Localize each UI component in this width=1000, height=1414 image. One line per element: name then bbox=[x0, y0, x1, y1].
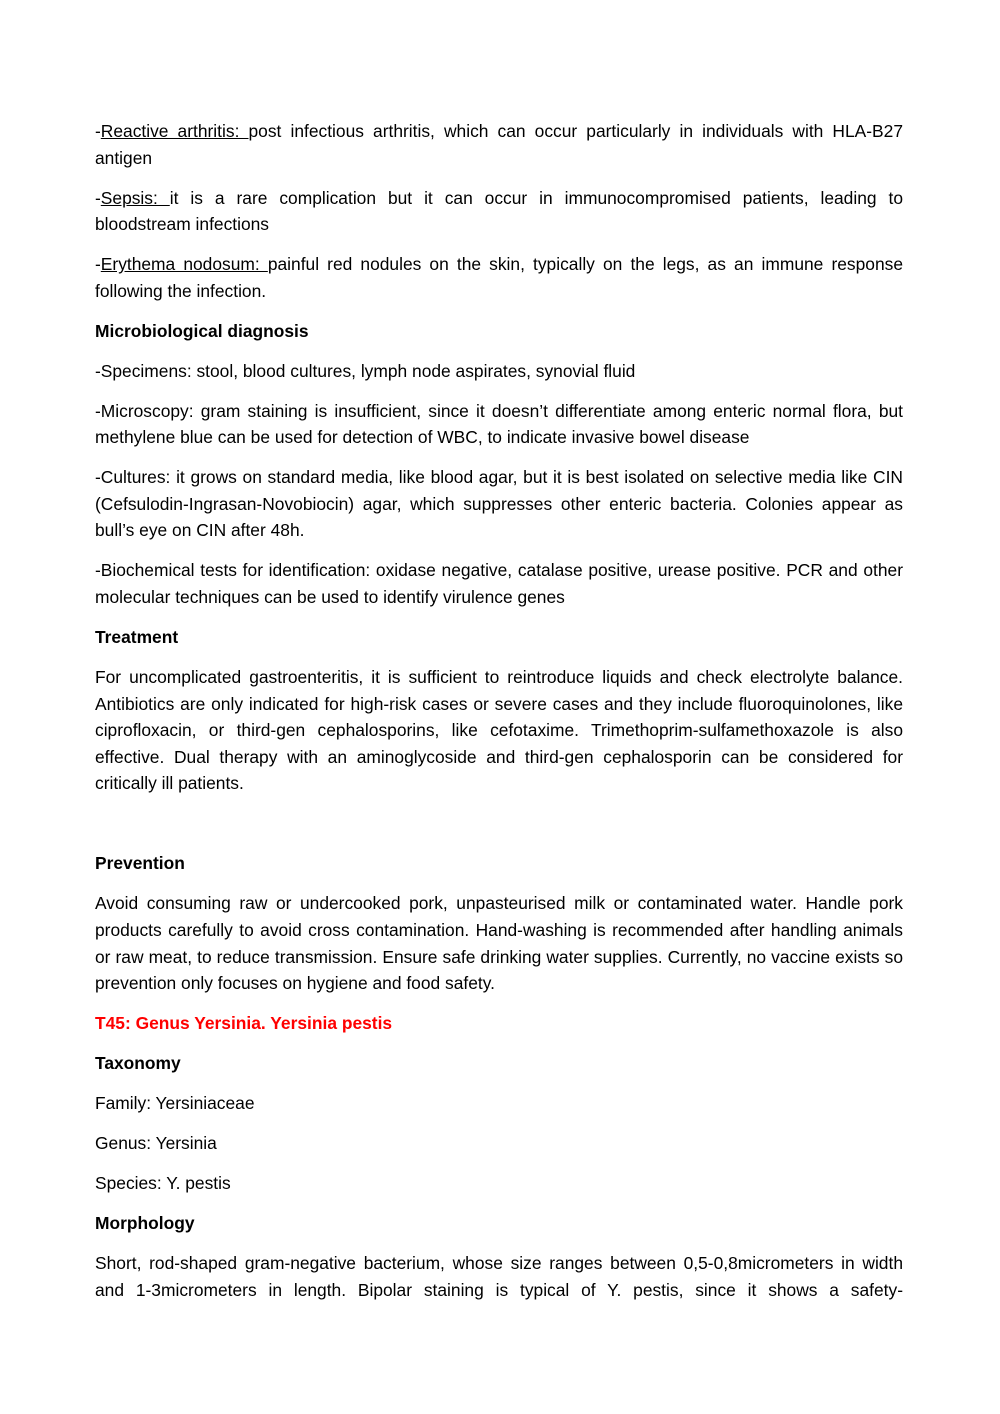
complication-text: post infectious arthritis, which can occur particularly in individuals with HLA-B27 antigen bbox=[95, 121, 903, 168]
prevention-text: Avoid consuming raw or undercooked pork, unpasteurised milk or contaminated water. Handle pork products carefully to avoid cross contamination. Hand-washing is recommended after handling animals or raw meat, to reduce transmission. Ensure safe drinking water supplies. Currently, no vaccine exists so prevention only focuses on hygiene and food safety. bbox=[95, 893, 903, 994]
diagnosis-microscopy: -Microscopy: gram staining is insufficient, since it doesn’t differentiate among enteric normal flora, but methylene blue can be used for detection of WBC, to indicate invasive bowel disease bbox=[95, 400, 903, 448]
complication-erythema-nodosum bbox=[95, 251, 903, 304]
complication-prefix: - bbox=[95, 187, 101, 208]
morphology-text: Short, rod-shaped gram-negative bacterium, whose size ranges between 0,5-0,8micrometers in width and 1-3micrometers in length. Bipolar staining is typical of Y. pestis, since it shows a safety- bbox=[95, 1253, 903, 1300]
blank-line bbox=[95, 810, 903, 850]
taxonomy-species: Species: Y. pestis bbox=[95, 1173, 231, 1194]
complication-prefix: - bbox=[95, 121, 101, 141]
topic-title: T45: Genus Yersinia. Yersinia pestis bbox=[95, 1013, 393, 1034]
diagnosis-biochemical-tests: -Biochemical tests for identification: oxidase negative, catalase positive, urease positive. PCR and other molecular techniques can be used to identify virulence genes bbox=[95, 560, 903, 608]
complication-text: it is a rare complication but it can occur in immunocompromised patients, leading to bloodstream infections bbox=[95, 187, 903, 235]
complication-term: Reactive arthritis: bbox=[100, 121, 249, 141]
complication-sepsis bbox=[95, 185, 903, 238]
prevention-heading: Prevention bbox=[95, 853, 185, 874]
complication-prefix: - bbox=[95, 254, 101, 275]
treatment-heading: Treatment bbox=[95, 627, 179, 648]
diagnosis-cultures: -Cultures: it grows on standard media, like blood agar, but it is best isolated on selective media like CIN (Cefsulodin-Ingrasan-Novobiocin) agar, which suppresses other enteric bacteria. Colonies appear as bull’s eye on CIN after 48h. bbox=[95, 467, 903, 541]
complication-term: Sepsis: bbox=[100, 187, 170, 208]
complication-reactive-arthritis bbox=[95, 118, 903, 171]
complication-term: Erythema nodosum: bbox=[100, 254, 268, 275]
taxonomy-heading: Taxonomy bbox=[95, 1053, 181, 1074]
morphology-heading: Morphology bbox=[95, 1213, 195, 1234]
diagnosis-specimens: -Specimens: stool, blood cultures, lymph node aspirates, synovial fluid bbox=[95, 360, 636, 381]
complication-text: painful red nodules on the skin, typically on the legs, as an immune response following the infection. bbox=[95, 254, 903, 301]
document-page bbox=[95, 118, 903, 1317]
taxonomy-genus: Genus: Yersinia bbox=[95, 1133, 217, 1154]
treatment-text: For uncomplicated gastroenteritis, it is sufficient to reintroduce liquids and check electrolyte balance. Antibiotics are only indicated for high-risk cases or severe cases and they include fluoroquinolones, like ciprofloxacin, or third-gen cephalosporins, like cefotaxime. Trimethoprim-sulfamethoxazole is also effective. Dual therapy with an aminoglycoside and third-gen cephalosporin can be considered for critically ill patients. bbox=[95, 667, 903, 794]
taxonomy-family: Family: Yersiniaceae bbox=[95, 1093, 255, 1114]
diagnosis-heading: Microbiological diagnosis bbox=[95, 320, 309, 341]
